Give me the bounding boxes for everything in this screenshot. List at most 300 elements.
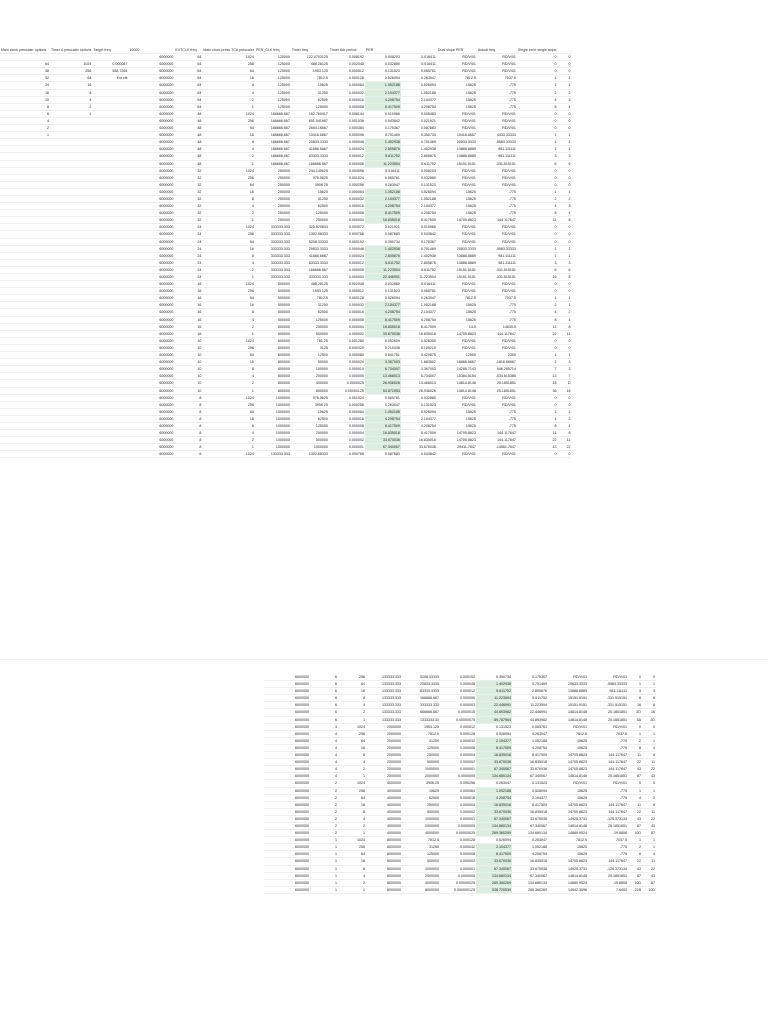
table-cell: 53.872053 [365,387,401,394]
table-cell: 26.936026 [401,387,437,394]
table-row [0,54,571,61]
table-cell: 15625 [437,210,477,217]
table-cell: 488.28125 [291,61,329,68]
table-cell: 125000 [255,68,291,75]
table-cell: 4000000 [366,801,402,808]
table-cell: 0.000048 [329,139,365,146]
table-cell [50,274,92,281]
table-cell [92,238,128,245]
table-cell: 0.000001 [440,865,476,872]
table-cell [92,195,128,202]
table-cell: 0.002048 [329,281,365,288]
table-cell: 6 [517,160,558,167]
table-cell: 1.402938 [365,245,401,252]
table-cell [50,188,92,195]
table-cell: 1 [557,408,571,415]
table-cell: 1953.125 [402,723,440,730]
table-cell: 125000 [255,82,291,89]
table-cell: 31250 [291,89,329,96]
table-row [0,394,571,401]
table-cell: 0.000012 [329,153,365,160]
table-cell: 16 [517,274,558,281]
table-cell: RD/V/01 [477,288,517,295]
table-cell [92,117,128,124]
table-cell: 2 [642,794,656,801]
table-cell: 3 [557,259,571,266]
table-cell: 22 [517,330,558,337]
table-cell: 0 [517,451,558,458]
table-cell: 256 [338,844,366,851]
table-cell: 0.263047 [512,730,548,737]
table-cell: 166666.667 [255,160,291,167]
table-cell: 2 [557,415,571,422]
table-cell: 0.000004 [329,323,365,330]
table-cell: 1 [517,188,558,195]
table-cell: 2.805876 [365,146,401,153]
table-cell: 20833.3333 [437,139,477,146]
table-row [0,337,571,344]
table-cell: 1 [338,716,366,723]
table-cell: RD/V/01 [437,288,477,295]
header-cell: Target freq [92,47,128,54]
table-cell: 0.000384 [329,125,365,132]
table-cell [92,245,128,252]
table-cell: 333333.333 [255,252,291,259]
table-cell: 3 [517,153,558,160]
table-cell [92,153,128,160]
table-cell: 11.223504 [401,274,437,281]
table-cell: 1 [517,75,558,82]
table-cell: 166666.667 [291,160,329,167]
table-cell [50,139,92,146]
table-cell: 4000000 [366,794,402,801]
table-cell: 0.001280 [329,337,365,344]
table-cell: 6000000 [128,245,174,252]
table-row [264,752,656,759]
table-cell: 1024 [202,167,254,174]
table-cell: 2 [50,103,92,110]
table-cell: 0.065761 [365,394,401,401]
table-row [0,444,571,451]
table-cell: 0.526094 [365,295,401,302]
table-cell: 8 [557,274,571,281]
table-cell: 333333.333 [255,238,291,245]
table-row [264,872,656,879]
table-cell: 6000000 [128,422,174,429]
table-cell: RD/V/01 [437,68,477,75]
table-cell: 6000000 [128,387,174,394]
table-cell: 3906.25 [402,780,440,787]
table-cell [92,444,128,451]
table-cell: -775 [477,103,517,110]
table-cell: 10 [0,96,50,103]
table-cell: 4 [557,210,571,217]
table-cell [0,430,50,437]
header-cell: Timer A prescaler options [51,48,92,52]
table-cell: 976.5625 [291,174,329,181]
table-cell: 2000000 [366,759,402,766]
table-row [0,96,571,103]
table-cell: 5.611752 [365,259,401,266]
table-cell: 87 [628,872,642,879]
table-cell: 14705.8823 [548,801,588,808]
table-cell: 6000000 [264,879,310,886]
table-cell: 6000000 [128,231,174,238]
table-cell: 16 [202,359,254,366]
table-cell: 6000000 [128,330,174,337]
table-cell: 0.008203 [365,54,401,61]
table-cell: 1302.08333 [291,231,329,238]
table-cell: 6000000 [128,203,174,210]
table-cell: 0 [517,394,558,401]
table-cell: 0 [517,125,558,132]
table-cell: 6000000 [128,415,174,422]
table-cell: RD/V/01 [477,394,517,401]
table-cell: 14814.8148 [548,716,588,723]
table-cell: 62500 [291,96,329,103]
table-cell: 0.000512 [329,288,365,295]
table-cell: 546.285714 [477,366,517,373]
table-cell: 1000000 [255,422,291,429]
table-cell: 2.104377 [401,415,437,422]
table-cell [0,203,50,210]
table-cell: -775 [477,82,517,89]
table-cell: 0 [517,224,558,231]
table-cell [0,309,50,316]
table-cell: 250000 [255,174,291,181]
table-row [264,858,656,865]
table-cell: 2 [202,437,254,444]
table-cell: 6000000 [264,744,310,751]
table-cell: 1 [557,252,571,259]
table-cell: 0.000008 [329,210,365,217]
table-cell: 0 [517,61,558,68]
table-cell: 0 [642,674,656,681]
table-row [0,359,571,366]
table-cell: 125000 [291,422,329,429]
table-cell: 200000 [291,373,329,380]
table-cell: 7812.5 [291,75,329,82]
table-cell: 33.670036 [512,766,548,773]
table-row [264,865,656,872]
table-cell: 1 [310,886,338,893]
table-cell: 250000 [255,203,291,210]
table-row [0,117,571,124]
table-cell: -5583.33333 [477,139,517,146]
table-cell [0,146,50,153]
table-cell [50,117,92,124]
table-cell: 125000 [402,851,440,858]
table-cell: 6000000 [128,238,174,245]
table-cell [0,188,50,195]
table-cell: 0.131523 [401,181,437,188]
table-cell: 10D [628,879,642,886]
table-cell [50,330,92,337]
table-cell: 8 [202,422,254,429]
table-cell: 15625 [548,787,588,794]
table-cell: 0.000010 [329,366,365,373]
table-cell: 0 [557,110,571,117]
table-cell: 166666.667 [402,695,440,702]
header-cell: Main clock prescaler options [0,47,50,54]
spreadsheet-page-bottom [0,674,768,894]
table-row [264,794,656,801]
table-cell: 24 [174,231,202,238]
table-cell: 6000000 [264,766,310,773]
table-cell: 14705.8823 [437,330,477,337]
table-cell: 8 [517,422,558,429]
table-cell: 0 [517,281,558,288]
table-cell: 3 [628,688,642,695]
table-cell: 800000 [291,387,329,394]
table-cell: 43 [628,865,642,872]
table-row [0,266,571,273]
table-cell: 0.526094 [365,75,401,82]
table-cell: 250000 [402,752,440,759]
table-cell: 8 [338,752,366,759]
header-cell [401,47,437,54]
table-cell: 1024 [202,394,254,401]
table-cell: -775 [588,794,628,801]
table-cell [92,139,128,146]
table-cell: -775 [477,89,517,96]
table-row [264,808,656,815]
table-cell: 133333.333 [366,709,402,716]
table-cell: 0.000020 [329,359,365,366]
table-cell: 8 [628,851,642,858]
table-cell: 1 [642,837,656,844]
table-cell: 0.000512 [329,68,365,75]
table-cell: 4 [517,96,558,103]
table-cell: 6000000 [128,359,174,366]
table-cell [50,224,92,231]
table-cell: 500000 [255,295,291,302]
table-cell [92,330,128,337]
table-cell: -1816.66667 [477,359,517,366]
table-cell: 2 [310,830,338,837]
table-cell: 5.611752 [365,153,401,160]
table-cell: 15625 [548,794,588,801]
table-cell: 25.1851851 [588,773,628,780]
table-cell: 800000 [255,337,291,344]
table-cell: 64 [202,68,254,75]
table-cell: 44.893982 [476,709,512,716]
table-cell: 0.0000005 [440,872,476,879]
table-cell: 0.000087 [92,61,128,68]
table-cell: 2.104377 [476,737,512,744]
table-cell: 1 [310,858,338,865]
table-cell: -775 [477,203,517,210]
table-cell: 125000 [255,75,291,82]
table-cell: 1.683502 [401,359,437,366]
table-cell: 1 [338,886,366,893]
table-row [264,759,656,766]
table-cell: 2.104377 [512,794,548,801]
table-cell: 62500 [291,309,329,316]
table-cell: 2000000 [366,766,402,773]
table-cell: 10D [628,830,642,837]
table-cell: 0.000016 [440,794,476,801]
table-cell: 67.340067 [476,865,512,872]
table-row [0,153,571,160]
table-cell: 6000000 [128,68,174,75]
table-cell: 8 [50,89,92,96]
table-cell: 11 [557,330,571,337]
table-cell [92,217,128,224]
table-cell [50,281,92,288]
table-cell: 325.520833 [291,224,329,231]
table-row [0,274,571,281]
table-row [0,139,571,146]
table-cell: 256 [202,174,254,181]
table-cell: 22.446991 [476,702,512,709]
table-cell: 8 [174,394,202,401]
table-cell [92,125,128,132]
table-cell: -775 [477,195,517,202]
table-cell: 2000000 [402,822,440,829]
table-cell: 0.087683 [365,231,401,238]
table-cell: 4000000 [366,808,402,815]
table-row [0,68,571,75]
table-cell: 125000 [291,103,329,110]
table-cell: 800000 [255,387,291,394]
table-cell: 1 [557,132,571,139]
table-cell: 1 [517,408,558,415]
table-cell: 8 [174,422,202,429]
table-row [0,309,571,316]
table-cell: 8000000 [402,886,440,893]
table-cell: 2D [642,716,656,723]
table-cell: 0.000004 [440,752,476,759]
header-cell [557,47,571,54]
table-cell: 0.043842 [365,117,401,124]
table-cell: 0.000768 [329,451,365,458]
table-cell: 0.000032 [329,195,365,202]
table-row [0,401,571,408]
table-cell [92,366,128,373]
table-cell: -775 [588,737,628,744]
table-cell: 21B [628,886,642,893]
table-cell [92,146,128,153]
table-cell: 48 [174,153,202,160]
table-cell: 22 [628,858,642,865]
table-cell: 0 [557,238,571,245]
table-cell: 0.701469 [401,139,437,146]
table-cell: 16666.6667 [437,359,477,366]
table-cell: 1 [517,139,558,146]
table-cell: 16 [338,688,366,695]
table-cell: 33.670036 [512,865,548,872]
table-cell: 43 [642,872,656,879]
table-cell: 2 [202,323,254,330]
table-cell: 14814.8148 [548,773,588,780]
table-cell: 8.417509 [365,210,401,217]
table-cell: RD/V/01 [477,54,517,61]
table-cell [92,430,128,437]
table-cell: 14705.8823 [437,437,477,444]
table-cell: 0.263047 [512,837,548,844]
table-cell: 0.00000125 [329,387,365,394]
table-cell: 14814.8148 [437,387,477,394]
table-cell [92,323,128,330]
table-cell: 0 [557,181,571,188]
table-row [264,681,656,688]
table-cell: 7812.5 [548,730,588,737]
table-cell: 6 [310,716,338,723]
table-cell: 2 [338,822,366,829]
table-cell: 144.117647 [477,437,517,444]
table-cell: 1.052188 [401,89,437,96]
table-cell: 4 [557,103,571,110]
table-cell: 166666.667 [291,266,329,273]
table-cell: 4 [310,723,338,730]
table-cell: 0.016411 [365,167,401,174]
table-cell [50,146,92,153]
table-cell: 0.000256 [329,401,365,408]
table-cell: 2.805876 [401,259,437,266]
table-cell: 11 [642,759,656,766]
table-cell: 4.208754 [512,744,548,751]
table-cell: 133333.333 [366,681,402,688]
table-cell [0,394,50,401]
table-cell: 6000000 [128,188,174,195]
table-cell: 11 [517,430,558,437]
table-cell: 5208.33333 [291,238,329,245]
table-cell [50,401,92,408]
table-cell: 1 [557,75,571,82]
table-cell [0,437,50,444]
table-cell [50,373,92,380]
table-cell: 16.835018 [512,759,548,766]
table-cell [92,160,128,167]
table-row [0,82,571,89]
table-cell: 83333.3333 [402,688,440,695]
table-cell: 250000 [291,323,329,330]
table-cell: 4 [517,203,558,210]
table-cell [50,437,92,444]
table-cell: 100000 [291,366,329,373]
table-cell: 500000 [255,323,291,330]
table-cell: 2.104377 [365,89,401,96]
table-cell: 0 [642,723,656,730]
table-cell: 16.835018 [401,437,437,444]
table-cell: 6000000 [128,380,174,387]
table-cell: 166666.667 [255,110,291,117]
table-cell: 981.111111 [477,153,517,160]
table-cell: 64 [174,96,202,103]
table-cell [92,394,128,401]
table-cell: 4 [202,203,254,210]
table-cell: 64 [174,54,202,61]
table-cell: 6000000 [264,787,310,794]
table-cell: 6 [557,160,571,167]
table-cell: 1 [202,387,254,394]
table-cell: 8 [202,82,254,89]
table-cell: 0.065761 [365,174,401,181]
table-cell: 666666.667 [402,709,440,716]
table-cell: 25.1851851 [588,872,628,879]
table-cell: 1 [557,302,571,309]
table-row [0,387,571,394]
table-cell: 250000 [402,801,440,808]
table-cell: 6000000 [264,886,310,893]
table-cell: 13888.8889 [548,688,588,695]
table-cell: 133333.333 [366,688,402,695]
table-cell: 14705.8823 [548,766,588,773]
table-cell: 0.006144 [329,110,365,117]
table-cell: 8 [202,366,254,373]
table-cell: 6000000 [128,344,174,351]
